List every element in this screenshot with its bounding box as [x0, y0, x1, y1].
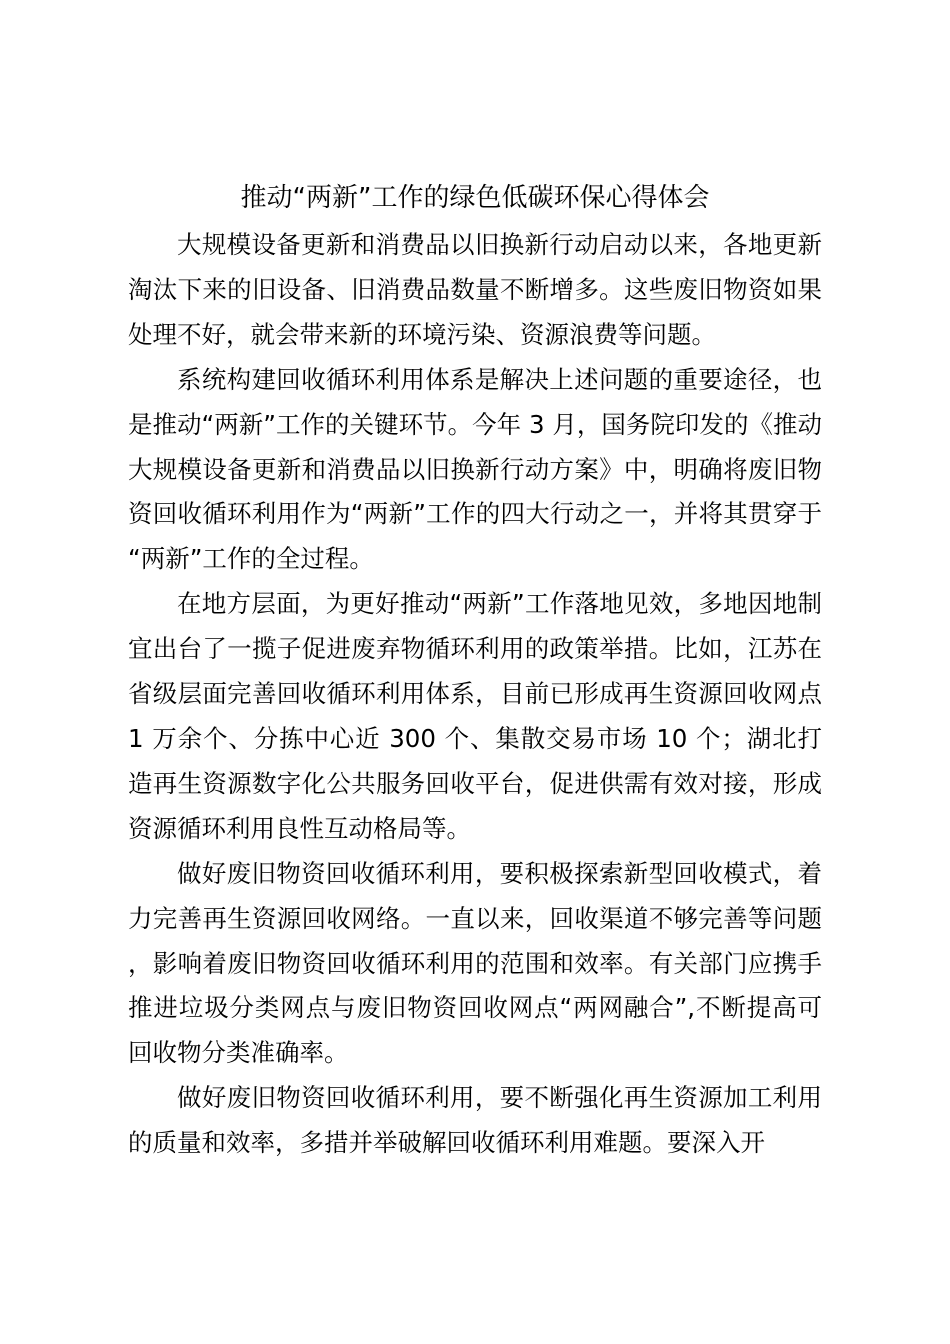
document-title: 推动“两新”工作的绿色低碳环保心得体会 [240, 183, 710, 213]
document-body [128, 223, 822, 1166]
paragraph-5: 做好废旧物资回收循环利用，要不断强化再生资源加工利用的质量和效率，多措并举破解回收循环利用难题。要深入开 [128, 1083, 822, 1158]
paragraph-2: 系统构建回收循环利用体系是解决上述问题的重要途径，也是推动“两新”工作的关键环节。今年 3 月，国务院印发的《推动大规模设备更新和消费品以旧换新行动方案》中，明确将废旧物资回收循环利用作为“两新”工作的四大行动之一，并将其贯穿于“两新”工作的全过程。 [128, 364, 822, 574]
paragraph-3: 在地方层面，为更好推动“两新”工作落地见效，多地因地制宜出台了一揽子促进废弃物循环利用的政策举措。比如，江苏在省级层面完善回收循环利用体系，目前已形成再生资源回收网点 1 万余个、分拣中心近 300 个、集散交易市场 10 个；湖北打造再生资源数字化公共服务回收平台，促进供需有效对接，形成资源循环利用良性互动格局等。 [128, 589, 822, 843]
paragraph-1: 大规模设备更新和消费品以旧换新行动启动以来，各地更新淘汰下来的旧设备、旧消费品数量不断增多。这些废旧物资如果处理不好，就会带来新的环境污染、资源浪费等问题。 [128, 230, 822, 349]
paragraph-4: 做好废旧物资回收循环利用，要积极探索新型回收模式，着力完善再生资源回收网络。一直以来，回收渠道不够完善等问题，影响着废旧物资回收循环利用的范围和效率。有关部门应携手推进垃圾分类网点与废旧物资回收网点“两网融合”,不断提高可回收物分类准确率。 [128, 858, 822, 1068]
